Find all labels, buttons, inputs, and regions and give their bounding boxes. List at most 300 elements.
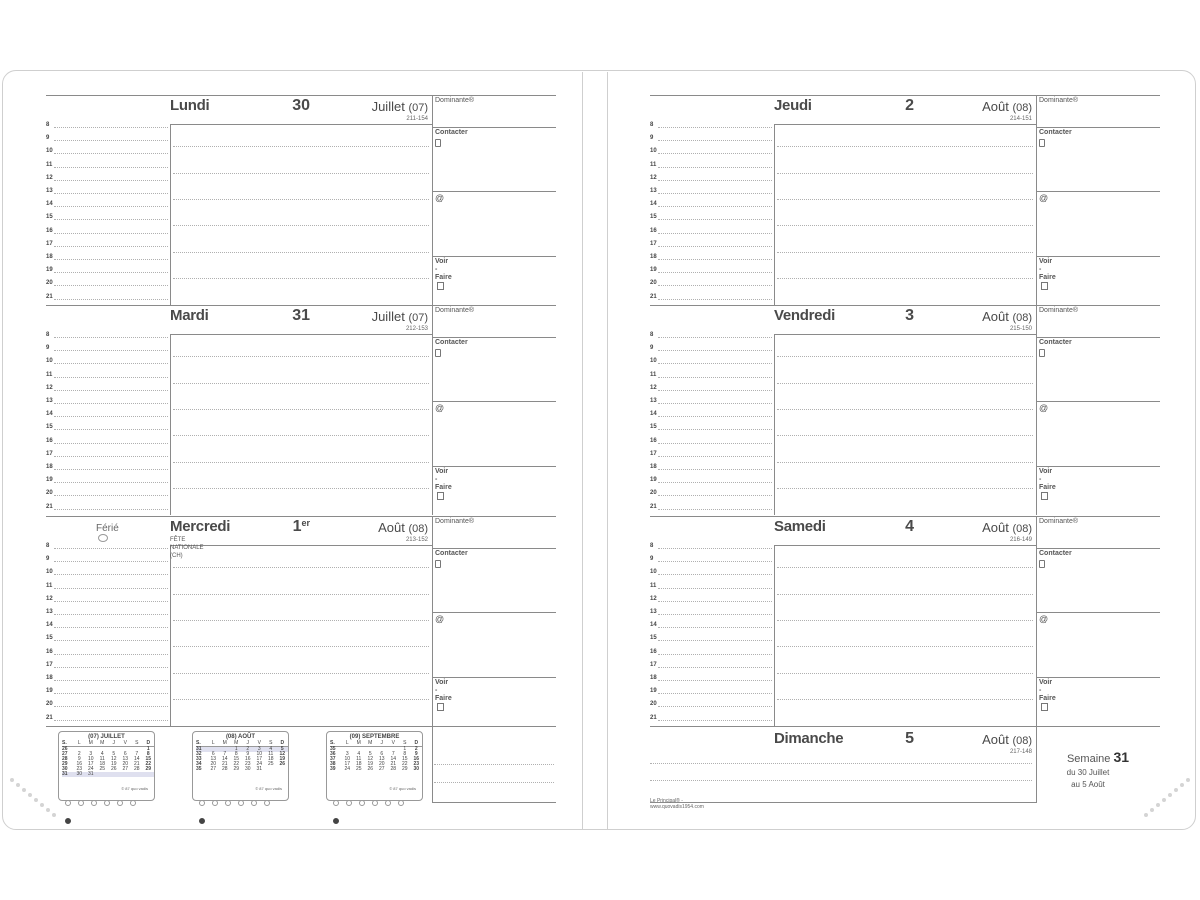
hour-label-8: 8	[650, 543, 654, 549]
hour-line	[658, 259, 772, 260]
binding-hole-icon	[1150, 808, 1154, 812]
date-cell: 2	[242, 747, 254, 753]
hour-label-14: 14	[46, 622, 53, 629]
hour-line	[54, 140, 168, 141]
hour-line	[54, 246, 168, 247]
date-cell: 6	[211, 751, 215, 757]
day-code: 215-150	[1009, 326, 1032, 332]
day-number: 31	[292, 307, 310, 324]
date-cell: 1	[146, 746, 150, 752]
notes-divider	[170, 124, 171, 305]
day-header-rule	[774, 545, 1036, 546]
date-cell: 16	[76, 761, 83, 767]
hour-line	[658, 680, 772, 681]
binding-hole-icon	[40, 803, 44, 807]
day-circle-icon	[65, 818, 71, 824]
hour-label-11: 11	[46, 371, 53, 378]
date-cell: 18	[267, 756, 274, 762]
clipboard-icon	[1041, 492, 1048, 500]
day-circle-icon	[346, 800, 352, 806]
hour-label-11: 11	[46, 161, 53, 168]
hour-label-11: 11	[650, 371, 657, 378]
date-cell: 19	[110, 761, 117, 767]
day-number: 2	[905, 97, 914, 114]
day-circle-icon	[117, 800, 123, 806]
date-cell: 8	[403, 751, 407, 757]
hour-line	[54, 640, 168, 641]
weekday-header: L	[74, 741, 86, 747]
note-line	[173, 620, 429, 621]
hour-line	[54, 654, 168, 655]
date-cell: 9	[414, 751, 418, 757]
hour-line	[54, 693, 168, 694]
day-number: 3	[905, 307, 914, 324]
date-cell: 28	[390, 766, 397, 772]
note-line	[173, 252, 429, 253]
note-line	[173, 646, 429, 647]
day-header-rule	[774, 124, 1036, 125]
week-number: 31	[1113, 749, 1130, 765]
contact-rule	[1036, 612, 1160, 613]
date-cell: 15	[145, 756, 152, 762]
holiday-icon	[98, 534, 108, 542]
weekday-header: M	[85, 741, 97, 747]
hour-label-14: 14	[46, 411, 53, 418]
mini-calendar-circles	[199, 793, 288, 829]
day-header-rule	[170, 334, 432, 335]
hour-label-20: 20	[46, 490, 53, 497]
hour-line	[54, 548, 168, 549]
month-number: (07)	[408, 102, 428, 114]
hour-label-15: 15	[46, 424, 53, 431]
day-number: 1er	[292, 518, 310, 535]
weekday-header: S	[399, 741, 411, 747]
week-number-cell: 30	[62, 766, 68, 772]
hour-line	[54, 456, 168, 457]
hour-line	[658, 153, 772, 154]
month-name: Août (08)	[982, 520, 1032, 535]
date-cell: 20	[122, 761, 129, 767]
month-name: Juillet (07)	[371, 99, 428, 114]
note-line	[173, 673, 429, 674]
voir-faire-label: Voir - Faire	[435, 258, 452, 291]
date-cell: 30	[413, 766, 420, 772]
note-line	[777, 252, 1033, 253]
hour-line	[54, 680, 168, 681]
day-number-suffix: er	[301, 518, 310, 528]
hour-line	[658, 720, 772, 721]
note-line	[777, 567, 1033, 568]
weekday-header: J	[108, 741, 120, 747]
hour-label-18: 18	[650, 675, 657, 681]
day-circle-icon	[78, 800, 84, 806]
month-name: Août (08)	[982, 732, 1032, 747]
hour-line	[658, 654, 772, 655]
date-cell: 4	[265, 747, 277, 753]
week-number-cell: 34	[196, 761, 202, 767]
day-circle-icon	[212, 800, 218, 806]
hour-label-21: 21	[650, 714, 657, 721]
hour-line	[658, 482, 772, 483]
hour-label-20: 20	[650, 701, 657, 708]
bottom-column-divider	[432, 726, 433, 803]
hour-label-9: 9	[46, 135, 50, 142]
hour-line	[54, 350, 168, 351]
date-cell: 30	[244, 766, 251, 772]
date-cell: 25	[355, 766, 362, 772]
hour-line	[54, 561, 168, 562]
date-cell: 24	[87, 766, 94, 772]
clipboard-icon	[437, 703, 444, 711]
mini-calendar-grid	[196, 741, 288, 772]
hour-line	[658, 561, 772, 562]
day-code: 214-151	[1009, 116, 1032, 122]
contact-column-divider	[1036, 726, 1037, 803]
contact-rule	[1036, 191, 1160, 192]
note-line	[650, 763, 1032, 764]
week-number-cell: 39	[330, 766, 336, 772]
hour-label-9: 9	[650, 556, 654, 563]
hour-label-11: 11	[46, 582, 53, 589]
hour-line	[658, 469, 772, 470]
binding-hole-icon	[1186, 778, 1190, 782]
day-circle-icon	[264, 800, 270, 806]
week-number-cell: 26	[62, 746, 68, 752]
hour-label-10: 10	[650, 358, 657, 365]
hour-line	[658, 574, 772, 575]
hour-label-8: 8	[46, 543, 50, 549]
month-number: (07)	[408, 312, 428, 324]
hour-line	[658, 206, 772, 207]
notes-divider	[170, 334, 171, 515]
clipboard-icon	[1041, 282, 1048, 290]
note-line	[173, 278, 429, 279]
dominante-rule	[1036, 548, 1160, 549]
date-cell	[120, 772, 132, 777]
date-cell: 22	[233, 761, 240, 767]
hour-line	[54, 627, 168, 628]
hour-line	[658, 350, 772, 351]
weekday-header: S.	[62, 741, 74, 747]
week-number-cell: 33	[196, 756, 202, 762]
hour-line	[658, 693, 772, 694]
hour-label-8: 8	[650, 122, 654, 128]
hour-label-20: 20	[46, 280, 53, 287]
binding-hole-icon	[1156, 803, 1160, 807]
note-line	[173, 488, 429, 489]
date-cell: 25	[99, 766, 106, 772]
mini-calendar-circles	[333, 793, 422, 829]
sunday-bottom-rule	[650, 802, 1036, 803]
date-cell: 10	[256, 751, 263, 757]
dominante-label: Dominante®	[435, 307, 475, 314]
date-cell: 29	[233, 766, 240, 772]
day-number: 5	[905, 730, 914, 747]
hour-line	[54, 390, 168, 391]
day-code: 212-153	[405, 326, 428, 332]
month-number: (08)	[1012, 735, 1032, 747]
hour-label-19: 19	[650, 688, 657, 695]
contacter-label: Contacter	[435, 550, 468, 557]
hour-label-14: 14	[46, 201, 53, 208]
weekday-header: M	[231, 741, 243, 747]
hour-label-21: 21	[650, 293, 657, 300]
hour-line	[658, 614, 772, 615]
hour-line	[54, 416, 168, 417]
note-line	[777, 462, 1033, 463]
hour-label-12: 12	[650, 174, 657, 181]
hour-line	[54, 299, 168, 300]
hour-line	[658, 640, 772, 641]
hour-line	[658, 233, 772, 234]
note-line	[173, 699, 429, 700]
hour-label-17: 17	[650, 240, 657, 247]
date-cell: 12	[110, 756, 117, 762]
date-cell: 26	[367, 766, 374, 772]
mini-calendar	[192, 731, 289, 801]
binding-hole-icon	[28, 793, 32, 797]
email-rule	[1036, 677, 1160, 678]
at-label: @	[435, 193, 445, 203]
note-line	[650, 780, 1032, 781]
hour-label-11: 11	[650, 161, 657, 168]
note-line	[173, 173, 429, 174]
note-line	[777, 409, 1033, 410]
date-cell: 17	[256, 756, 263, 762]
day-name: Mardi	[170, 307, 209, 324]
date-cell: 27	[210, 766, 217, 772]
week-to: au 5 Août	[1071, 780, 1105, 789]
month-name: Août (08)	[982, 309, 1032, 324]
date-cell: 9	[77, 756, 81, 762]
date-cell	[143, 772, 155, 777]
day-circle-icon	[225, 800, 231, 806]
day-header-rule	[170, 124, 432, 125]
hour-label-13: 13	[650, 609, 657, 615]
date-cell: 31	[85, 772, 97, 777]
hour-label-17: 17	[46, 661, 53, 668]
hour-line	[658, 167, 772, 168]
week-number-cell: 28	[62, 756, 68, 762]
weekday-header: M	[219, 741, 231, 747]
date-cell: 25	[267, 761, 274, 767]
email-rule	[1036, 466, 1160, 467]
mini-calendar-copyright: © 87 quo vadis	[121, 786, 148, 791]
hour-line	[658, 403, 772, 404]
hour-line	[54, 377, 168, 378]
hour-label-12: 12	[46, 384, 53, 391]
date-cell: 16	[413, 756, 420, 762]
date-cell: 21	[133, 761, 140, 767]
hour-line	[54, 206, 168, 207]
weekday-header: V	[254, 741, 266, 747]
hour-line	[658, 548, 772, 549]
dominante-label: Dominante®	[435, 97, 475, 104]
mini-calendar-copyright: © 87 quo vadis	[255, 786, 282, 791]
hour-label-10: 10	[650, 148, 657, 155]
date-cell: 30	[74, 772, 86, 777]
date-cell: 11	[268, 751, 274, 757]
note-line	[777, 620, 1033, 621]
note-line	[173, 435, 429, 436]
hour-label-8: 8	[650, 332, 654, 338]
date-cell: 27	[378, 766, 385, 772]
weekday-header: V	[120, 741, 132, 747]
day-header-rule	[774, 334, 1036, 335]
weekday-header: J	[242, 741, 254, 747]
note-line	[777, 173, 1033, 174]
mini-calendar-circles	[65, 793, 154, 829]
date-cell: 13	[122, 756, 129, 762]
day-circle-icon	[333, 818, 339, 824]
hour-line	[658, 390, 772, 391]
day-top-rule	[650, 516, 1160, 517]
email-rule	[432, 466, 556, 467]
day-top-rule	[650, 726, 1160, 727]
at-label: @	[1039, 193, 1049, 203]
hour-line	[658, 706, 772, 707]
hour-label-19: 19	[46, 267, 53, 274]
note-line	[777, 356, 1033, 357]
week-label: Semaine 31	[1066, 749, 1130, 765]
phone-icon	[1039, 560, 1045, 568]
hour-line	[658, 377, 772, 378]
hour-line	[658, 588, 772, 589]
hour-label-9: 9	[650, 135, 654, 142]
note-line	[173, 567, 429, 568]
hour-label-19: 19	[650, 267, 657, 274]
phone-icon	[435, 349, 441, 357]
hour-line	[54, 272, 168, 273]
hour-line	[54, 706, 168, 707]
email-rule	[432, 677, 556, 678]
dominante-rule	[432, 337, 556, 338]
binding-hole-icon	[1144, 813, 1148, 817]
date-cell: 2	[414, 746, 418, 752]
date-cell: 6	[123, 751, 127, 757]
date-cell: 7	[391, 751, 395, 757]
week-number-cell: 32	[196, 751, 202, 757]
hour-line	[658, 127, 772, 128]
date-cell: 4	[357, 751, 361, 757]
bottom-rule-left-end	[432, 802, 556, 803]
day-circle-icon	[359, 800, 365, 806]
phone-icon	[435, 560, 441, 568]
hour-label-13: 13	[650, 398, 657, 404]
weekday-header: L	[342, 741, 354, 747]
contact-rule	[432, 612, 556, 613]
weekday-header: S	[131, 741, 143, 747]
date-cell: 13	[210, 756, 217, 762]
binding-hole-icon	[1168, 793, 1172, 797]
hour-line	[54, 193, 168, 194]
hour-label-10: 10	[46, 148, 53, 155]
day-circle-icon	[199, 818, 205, 824]
voir-faire-label: Voir - Faire	[435, 679, 452, 712]
note-line	[173, 409, 429, 410]
voir-faire-label: Voir - Faire	[435, 468, 452, 501]
hour-line	[54, 482, 168, 483]
note-line	[777, 199, 1033, 200]
hour-label-10: 10	[46, 569, 53, 576]
date-cell: 27	[122, 766, 129, 772]
dominante-label: Dominante®	[1039, 307, 1079, 314]
hour-line	[658, 443, 772, 444]
date-cell: 4	[100, 751, 104, 757]
contacter-label: Contacter	[1039, 550, 1072, 557]
hour-label-13: 13	[46, 398, 53, 404]
hour-line	[658, 299, 772, 300]
date-cell: 3	[254, 747, 266, 753]
hour-label-20: 20	[650, 280, 657, 287]
hour-label-13: 13	[46, 188, 53, 194]
date-cell: 28	[221, 766, 228, 772]
date-cell: 15	[233, 756, 240, 762]
bottom-note-line	[434, 782, 554, 783]
dominante-label: Dominante®	[435, 518, 475, 525]
clipboard-icon	[1041, 703, 1048, 711]
at-label: @	[435, 403, 445, 413]
date-cell: 23	[76, 766, 83, 772]
hour-line	[658, 667, 772, 668]
weekday-header: D	[277, 741, 289, 747]
hour-label-14: 14	[650, 411, 657, 418]
hour-line	[658, 285, 772, 286]
date-cell: 16	[244, 756, 251, 762]
mini-calendar-title: (08) AOÛT	[225, 734, 256, 740]
month-name: Août (08)	[982, 99, 1032, 114]
day-number: 4	[905, 518, 914, 535]
day-code: 216-149	[1009, 537, 1032, 543]
note-line	[173, 199, 429, 200]
date-cell: 18	[99, 761, 106, 767]
hour-label-15: 15	[650, 424, 657, 431]
hour-label-14: 14	[650, 201, 657, 208]
date-cell: 28	[133, 766, 140, 772]
hour-label-9: 9	[650, 345, 654, 352]
hour-line	[658, 337, 772, 338]
hour-line	[54, 180, 168, 181]
mini-calendar-copyright: © 87 quo vadis	[389, 786, 416, 791]
dominante-rule	[1036, 127, 1160, 128]
hour-line	[54, 720, 168, 721]
contacter-label: Contacter	[1039, 339, 1072, 346]
week-number-cell: 31	[196, 747, 208, 753]
day-circle-icon	[333, 800, 339, 806]
date-cell: 12	[367, 756, 374, 762]
dominante-rule	[1036, 337, 1160, 338]
phone-icon	[1039, 139, 1045, 147]
hour-line	[54, 443, 168, 444]
hour-label-20: 20	[46, 701, 53, 708]
hour-label-15: 15	[46, 214, 53, 221]
hour-line	[658, 601, 772, 602]
date-cell: 3	[89, 751, 93, 757]
day-circle-icon	[251, 800, 257, 806]
mini-calendar-grid	[330, 741, 422, 772]
holiday-note: FÊTE NATIONALE (CH)	[170, 537, 204, 559]
holiday-label: Férié	[96, 524, 119, 544]
day-header-rule	[170, 545, 432, 546]
hour-label-19: 19	[650, 477, 657, 484]
hour-line	[54, 574, 168, 575]
hour-line	[54, 614, 168, 615]
hour-label-17: 17	[650, 661, 657, 668]
hour-label-16: 16	[650, 227, 657, 234]
hour-label-12: 12	[650, 384, 657, 391]
hour-label-19: 19	[46, 688, 53, 695]
note-line	[777, 225, 1033, 226]
